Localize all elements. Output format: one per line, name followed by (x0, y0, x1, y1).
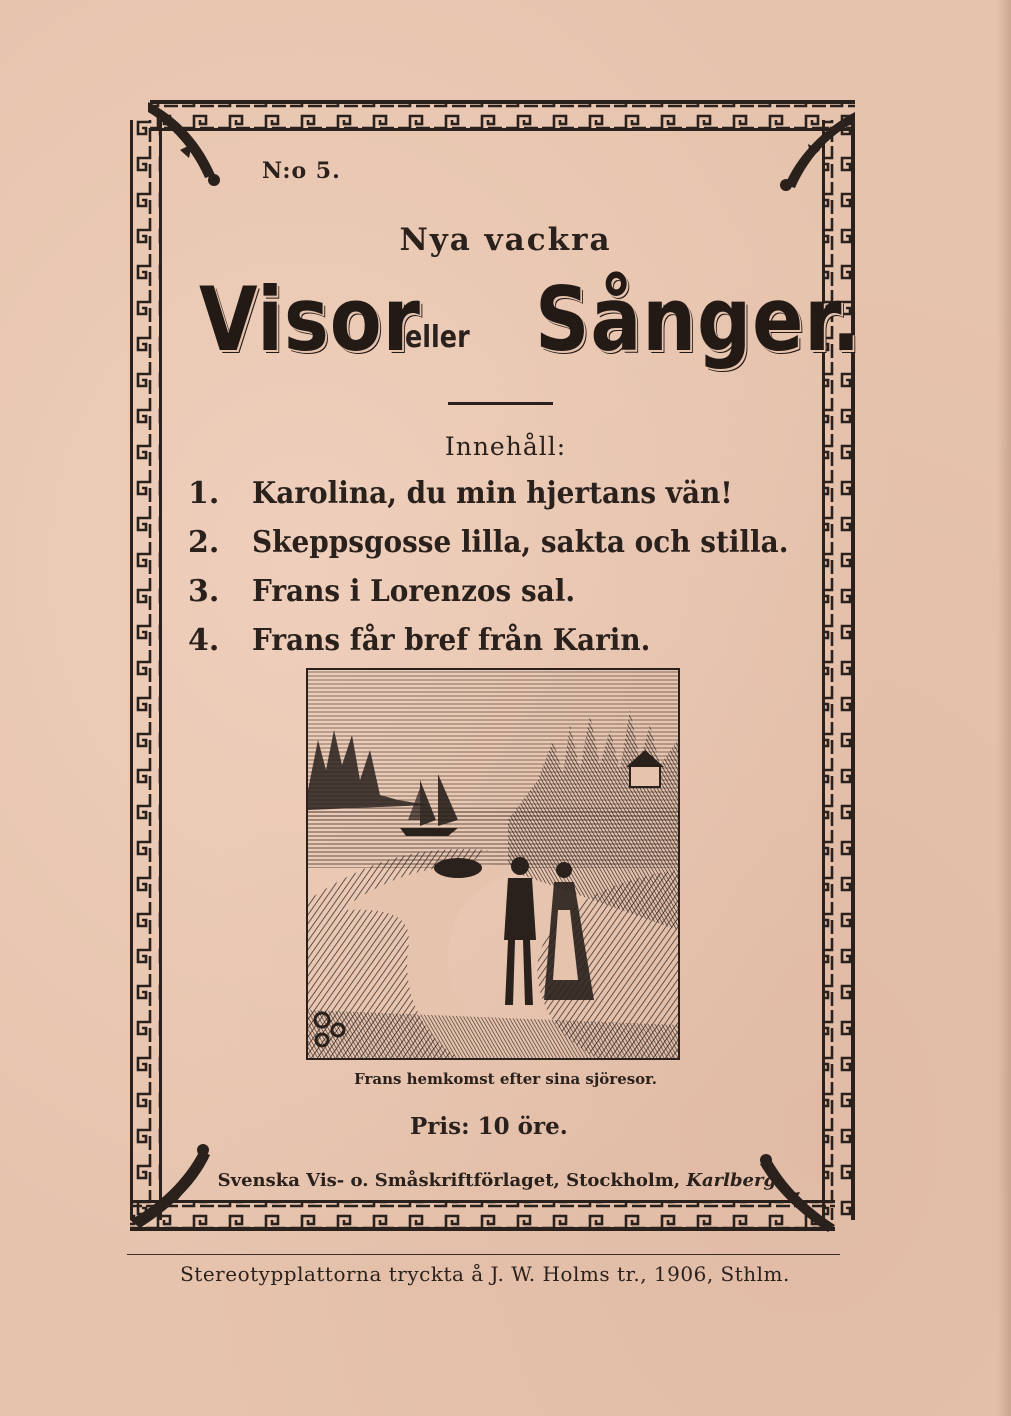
price-label: Pris: 10 öre. (410, 1113, 568, 1140)
imprint-rule (127, 1254, 840, 1255)
song-list (188, 470, 828, 666)
contents-heading: Innehåll: (444, 432, 567, 461)
title-word-visor: Visor (199, 268, 421, 371)
song-title: Skeppsgosse lilla, sakta och stilla. (252, 525, 789, 560)
printer-imprint: Stereotypplattorna tryckta å J. W. Holms tr., 1906, Sthlm. (180, 1262, 790, 1286)
illustration-caption: Frans hemkomst efter sina sjöresor. (354, 1070, 657, 1088)
song-title: Karolina, du min hjertans vän! (252, 476, 733, 511)
title-connector: eller (405, 320, 470, 355)
publisher-district: Karlberg. (686, 1170, 783, 1191)
list-item (188, 470, 828, 519)
song-number: 2. (188, 525, 220, 560)
list-item (188, 519, 828, 568)
title-word-sanger: Sånger. (535, 268, 862, 371)
pretitle: Nya vackra (399, 222, 612, 258)
engraving-drawing (308, 670, 678, 1058)
engraving-illustration (306, 668, 680, 1060)
publisher-name: Svenska Vis- o. Småskriftförlaget, Stockholm, (217, 1170, 681, 1191)
song-number: 3. (188, 574, 220, 609)
song-title: Frans får bref från Karin. (252, 623, 651, 658)
issue-number: N:o 5. (262, 158, 341, 184)
song-title: Frans i Lorenzos sal. (252, 574, 576, 609)
main-title (195, 268, 862, 388)
list-item (188, 617, 828, 666)
song-number: 4. (188, 623, 220, 658)
song-number: 1. (188, 476, 220, 511)
divider-rule (448, 402, 553, 405)
list-item (188, 568, 828, 617)
publisher-line (0, 1170, 1000, 1191)
